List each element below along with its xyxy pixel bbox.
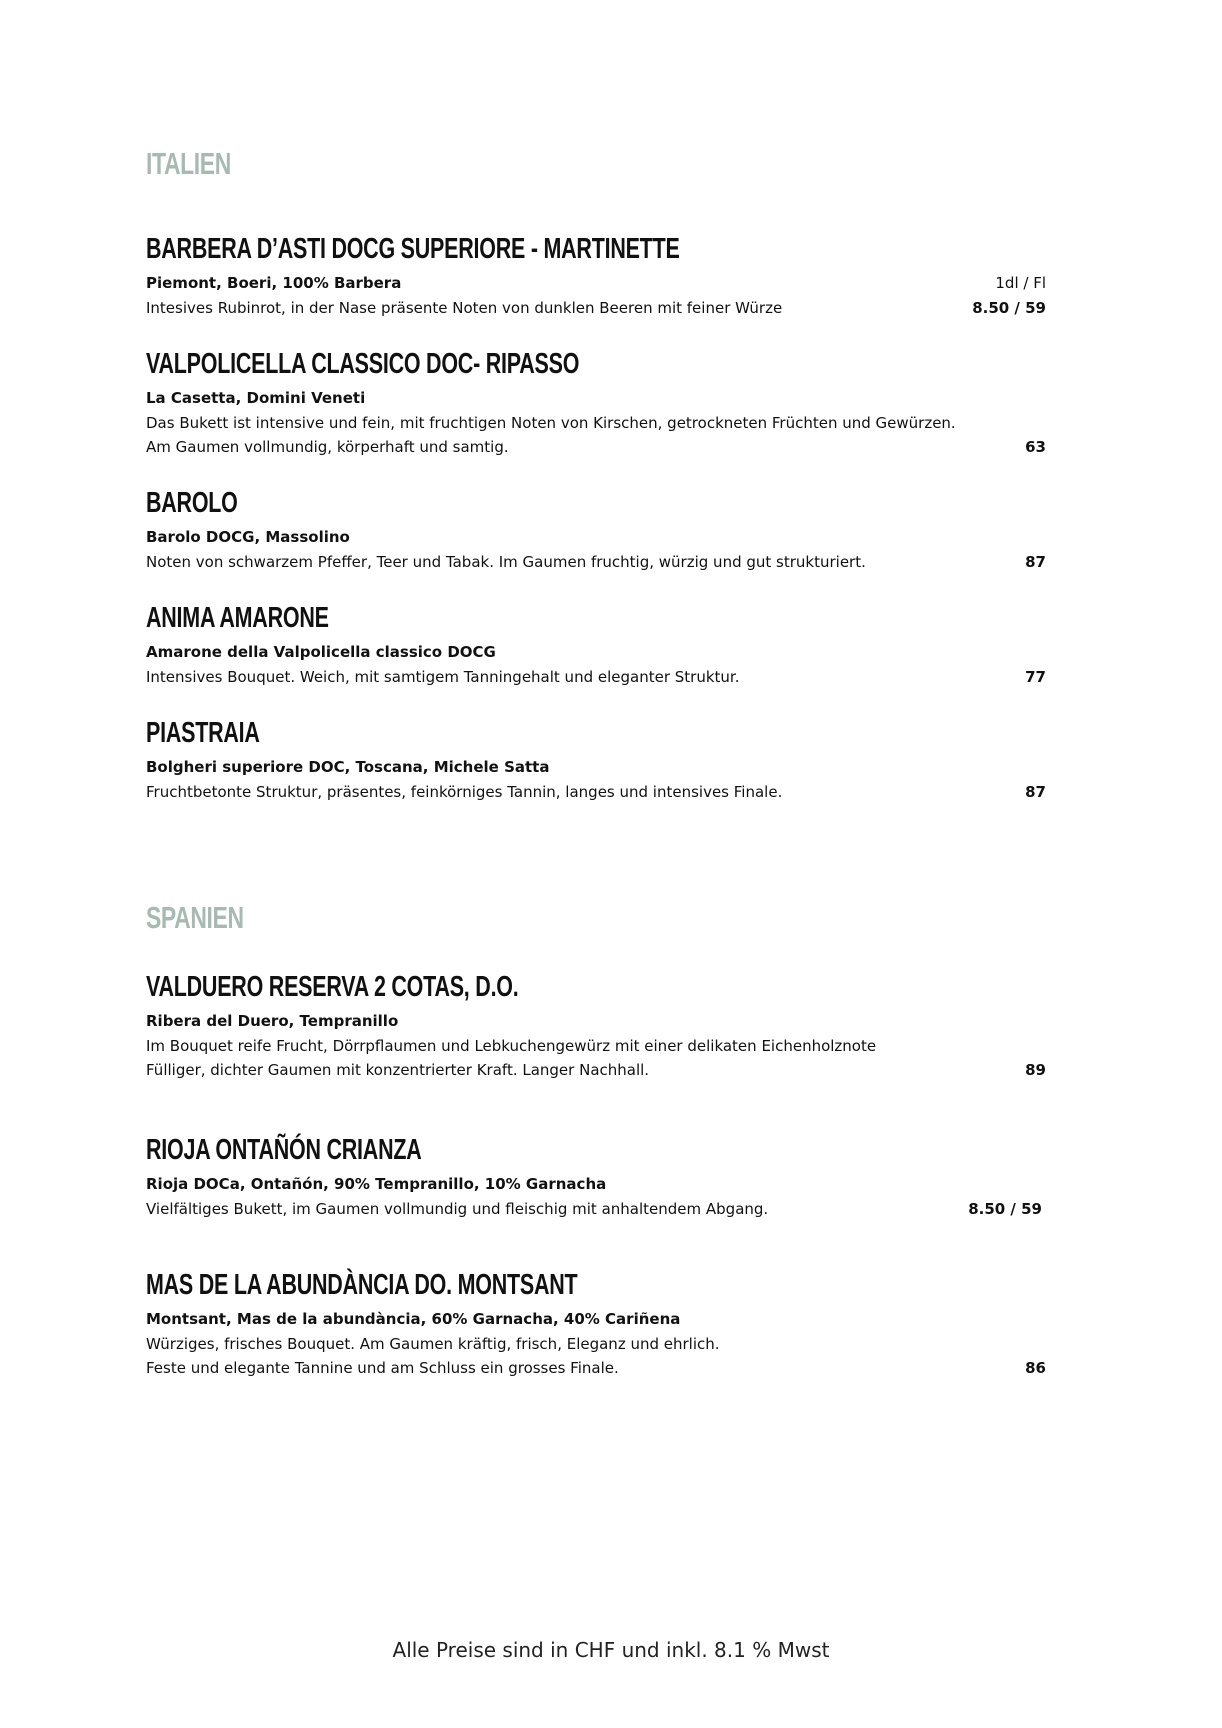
wine-description: Fülliger, dichter Gaumen mit konzentrierter Kraft. Langer Nachhall. <box>146 1061 650 1079</box>
wine-description: Am Gaumen vollmundig, körperhaft und samtig. <box>146 438 509 456</box>
wine-item-piastraia <box>146 713 1046 804</box>
wine-name: VALDUERO RESERVA 2 COTAS, D.O. <box>146 971 519 1003</box>
wine-item-valpolicella <box>146 344 1046 460</box>
section-title-italien: ITALIEN <box>146 146 231 181</box>
wine-price: 77 <box>1025 667 1046 686</box>
wine-price: 63 <box>1025 438 1046 456</box>
wine-name: BAROLO <box>146 487 238 519</box>
price-footnote: Alle Preise sind in CHF und inkl. 8.1 % Mwst <box>392 1638 830 1662</box>
wine-description: Das Bukett ist intensive und fein, mit fruchtigen Noten von Kirschen, getrockneten Früchten und Gewürzen. <box>146 413 956 432</box>
wine-origin: Montsant, Mas de la abundància, 60% Garnacha, 40% Cariñena <box>146 1310 681 1328</box>
wine-price: 87 <box>1025 552 1046 571</box>
wine-origin: Bolgheri superiore DOC, Toscana, Michele Satta <box>146 758 550 776</box>
wine-price: 8.50 / 59 <box>972 298 1046 317</box>
wine-description: Vielfältiges Bukett, im Gaumen vollmundig und fleischig mit anhaltendem Abgang. <box>146 1199 769 1218</box>
wine-item-rioja-ontanon <box>146 1130 1046 1221</box>
wine-origin: Barolo DOCG, Massolino <box>146 528 350 546</box>
wine-name: BARBERA D’ASTI DOCG SUPERIORE - MARTINETTE <box>146 233 680 265</box>
wine-origin: Ribera del Duero, Tempranillo <box>146 1012 399 1030</box>
wine-item-anima-amarone <box>146 598 1046 689</box>
price-header: 1dl / Fl <box>995 274 1046 292</box>
wine-description: Intensives Bouquet. Weich, mit samtigem Tanningehalt und eleganter Struktur. <box>146 667 740 686</box>
wine-description: Intesives Rubinrot, in der Nase präsente Noten von dunklen Beeren mit feiner Würze <box>146 298 783 317</box>
wine-name: PIASTRAIA <box>146 717 260 749</box>
wine-origin: La Casetta, Domini Veneti <box>146 389 366 407</box>
wine-price: 86 <box>1025 1359 1046 1377</box>
wine-price: 8.50 / 59 <box>968 1199 1042 1218</box>
wine-description: Noten von schwarzem Pfeffer, Teer und Tabak. Im Gaumen fruchtig, würzig und gut strukturiert. <box>146 552 866 571</box>
wine-origin: Amarone della Valpolicella classico DOCG <box>146 643 496 661</box>
wine-price: 87 <box>1025 782 1046 801</box>
wine-item-mas-de-la-abundancia <box>146 1265 1046 1381</box>
wine-item-valduero <box>146 967 1046 1083</box>
wine-description: Fruchtbetonte Struktur, präsentes, feinkörniges Tannin, langes und intensives Finale. <box>146 782 783 801</box>
section-title-spanien: SPANIEN <box>146 900 244 935</box>
wine-name: RIOJA ONTAÑÓN CRIANZA <box>146 1134 422 1166</box>
wine-origin: Rioja DOCa, Ontañón, 90% Tempranillo, 10% Garnacha <box>146 1175 607 1193</box>
wine-origin: Piemont, Boeri, 100% Barbera <box>146 274 402 292</box>
wine-price: 89 <box>1025 1061 1046 1079</box>
wine-item-barolo <box>146 483 1046 574</box>
wine-name: VALPOLICELLA CLASSICO DOC- RIPASSO <box>146 348 580 380</box>
wine-description: Im Bouquet reife Frucht, Dörrpflaumen und Lebkuchengewürz mit einer delikaten Eichenholznote <box>146 1036 877 1055</box>
wine-name: MAS DE LA ABUNDÀNCIA DO. MONTSANT <box>146 1269 578 1301</box>
wine-description: Würziges, frisches Bouquet. Am Gaumen kräftig, frisch, Eleganz und ehrlich. <box>146 1334 720 1353</box>
wine-name: ANIMA AMARONE <box>146 602 329 634</box>
wine-item-barbera <box>146 229 1046 320</box>
wine-description: Feste und elegante Tannine und am Schluss ein grosses Finale. <box>146 1359 619 1377</box>
